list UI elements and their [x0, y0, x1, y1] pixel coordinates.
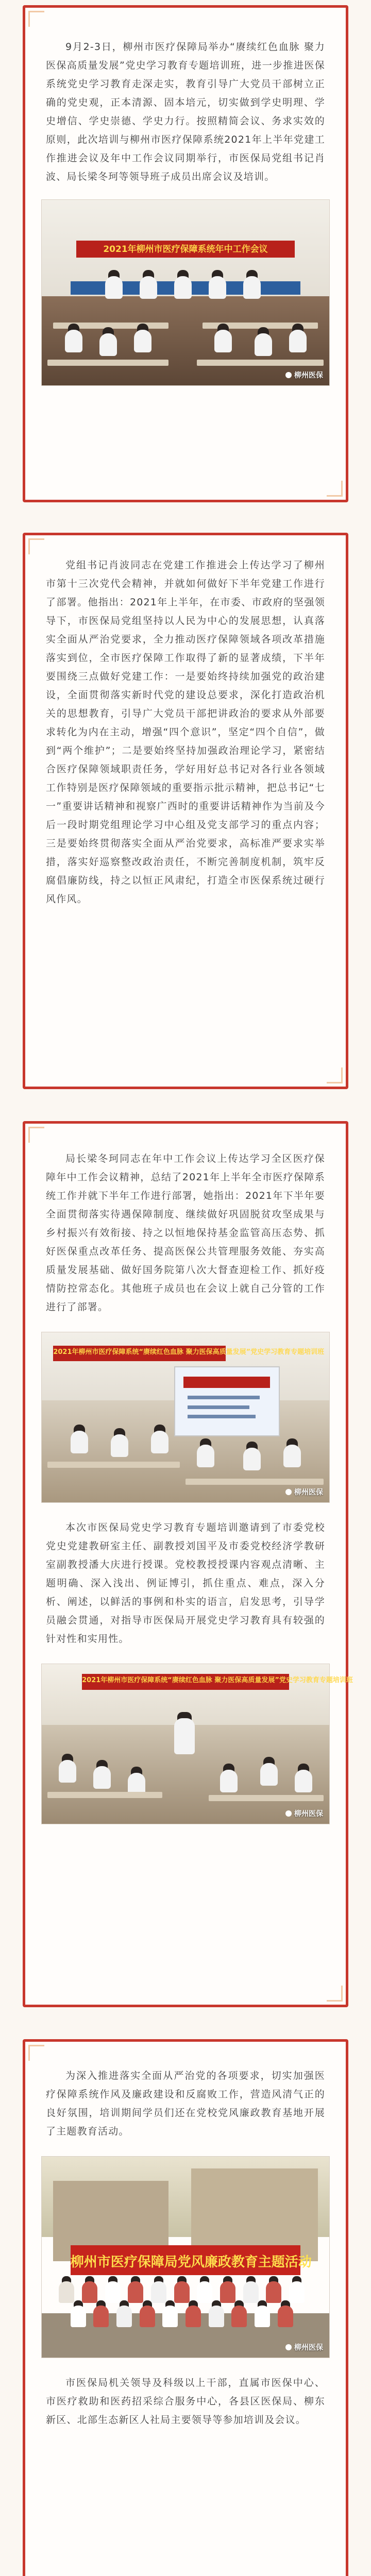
watermark-icon: [285, 1489, 292, 1495]
watermark-icon: [285, 1810, 292, 1817]
projector-screen: [174, 1366, 280, 1436]
article-card-1: [23, 5, 348, 502]
training-banner: 2021年柳州市医疗保障系统“赓续红色血脉 聚力医保高质量发展”党史学习教育专题培训班: [53, 1346, 226, 1361]
intro-paragraph: 9月2-3日，柳州市医疗保障局举办“赓续红色血脉 聚力医保高质量发展”党史学习教育专题培训班，进一步推进医保系统党史学习教育走深走实，教育引导广大党员干部树立正确的党史观，正本清源、固本培元，切实做到学史明理、学史增信、学史崇德、学史力行。按照精简会议、务求实效的原则，此次培训与柳州市医疗保障系统2021年上半年党建工作推进会议及年中工作会议同期举行，市医保局党组书记肖波、局长梁冬珂等领导班子成员出席会议及培训。: [46, 41, 325, 182]
group-photo[interactable]: [41, 2156, 330, 2358]
training-photo-1[interactable]: [41, 1332, 330, 1503]
watermark-icon: [285, 2344, 292, 2350]
attendees-paragraph: 市医保局机关领导及科级以上干部，直属市医保中心、市医疗救助和医药招采综合服务中心，各县区医保局、柳东新区、北部生态新区人社局主要领导等参加培训及会议。: [46, 2377, 325, 2426]
watermark-logo: 柳州医保: [285, 1487, 323, 1497]
article-card-4: [23, 2039, 348, 2576]
training-banner-2: 2021年柳州市医疗保障系统“赓续红色血脉 聚力医保高质量发展”党史学习教育专题培训班: [82, 1674, 289, 1690]
watermark-logo: 柳州医保: [285, 1808, 323, 1819]
watermark-logo: 柳州医保: [285, 2342, 323, 2352]
group-photo-banner: 柳州市医疗保障局党风廉政教育主题活动: [71, 2245, 300, 2276]
lecturer: [174, 1718, 195, 1754]
lecture-paragraph: 本次市医保局党史学习教育专题培训邀请到了市委党校党史党建教研室主任、副教授刘国平及市委党校经济学教研室副教授潘大庆进行授课。党校教授授课内容观点清晰、主题明确、深入浅出、例证博引，抓住重点、难点，深入分析、阐述，以鲜活的事例和朴实的语言，启发思考，引导学员融会贯通，对指导市医保局开展党史学习教育具有较强的针对性和实用性。: [46, 1522, 325, 1645]
party-building-paragraph: 党组书记肖波同志在党建工作推进会上传达学习了柳州市第十三次党代会精神，并就如何做好下半年党建工作进行了部署。他指出：2021年上半年，在市委、市政府的坚强领导下，市医保局党组坚持以人民为中心的发展思想，认真落实全面从严治党要求，全力推动医疗保障领域各项改革措施落实到位，全市医疗保障工作取得了新的显著成绩，下半年要围绕三点做好党建工作：一是要始终持续加强党的政治建设，全面贯彻落实新时代党的建设总要求，深化打造政治机关的思想教育，引导广大党员干部把讲政治的要求从外部要求转化为内在主动，增强“四个意识”，坚定“四个自信”，做到“两个维护”；二是要始终坚持加强政治理论学习，紧密结合医疗保障领域职责任务，学好用好总书记对各行业各领域工作特别是医疗保障领域的重要指示批示精神，把总书记“七一”重要讲话精神和视察广西时的重要讲话精神作为当前及今后一段时期党组理论学习中心组及党支部学习的重点内容；三是要始终贯彻落实全面从严治党要求，高标准严要求实举措，落实好巡察整改政治责任，不断完善制度机制，筑牢反腐倡廉防线，持之以恒正风肃纪，打造全市医保系统过硬行风作风。: [46, 560, 325, 905]
article-card-2: [23, 533, 348, 1089]
watermark-logo: 柳州医保: [285, 370, 323, 380]
article-card-3: [23, 1121, 353, 2007]
training-photo-2[interactable]: [41, 1664, 353, 1824]
meeting-photo[interactable]: [41, 199, 330, 386]
meeting-banner: 2021年柳州市医疗保障系统年中工作会议: [76, 241, 295, 257]
mid-year-meeting-paragraph: 局长梁冬珂同志在年中工作会议上传达学习全区医疗保障年中工作会议精神，总结了2021年上半年全市医疗保障系统工作并就下半年工作进行部署，她指出：2021年下半年要全面贯彻落实待遇保障制度、继续做好巩固脱贫攻坚成果与乡村振兴有效衔接、持之以恒地保持基金监管高压态势、抓好医保重点改革任务、提高医保公共管理服务效能、夯实高质量发展基础、做好国务院第八次大督查迎检工作、抓好疫情防控常态化。其他班子成员也在会议上就自己分管的工作进行了部署。: [46, 1153, 325, 1313]
watermark-icon: [285, 372, 292, 378]
integrity-education-paragraph: 为深入推进落实全面从严治党的各项要求，切实加强医疗保障系统作风及廉政建设和反腐败工作，营造风清气正的良好氛围，培训期间学员们还在党校党风廉政教育基地开展了主题教育活动。: [46, 2070, 325, 2137]
